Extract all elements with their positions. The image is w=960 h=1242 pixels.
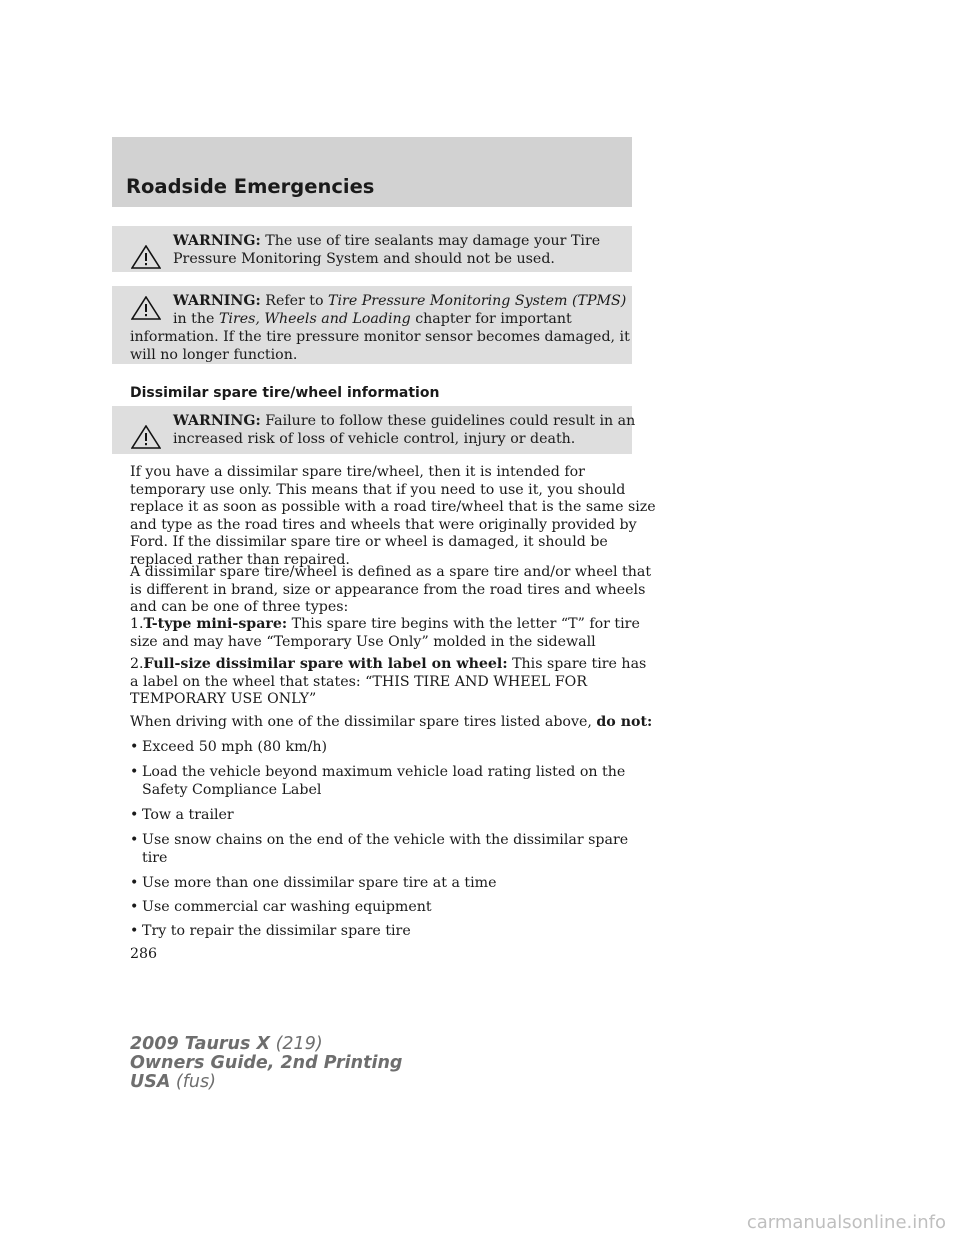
tpms-reference: Tire Pressure Monitoring System (TPMS) bbox=[328, 293, 627, 309]
type-label: Full-size dissimilar spare with label on wheel: bbox=[143, 656, 508, 672]
warning-box-sealants bbox=[112, 226, 632, 272]
warning-text: Pressure Monitoring System and should not be used. bbox=[173, 251, 555, 267]
subheading: Dissimilar spare tire/wheel information bbox=[130, 385, 440, 401]
warning-text: information. If the tire pressure monitor sensor becomes damaged, it bbox=[130, 329, 630, 345]
when-driving-text: When driving with one of the dissimilar spare tires listed above, do not: bbox=[130, 714, 653, 730]
paragraph-definition: A dissimilar spare tire/wheel is defined as a spare tire and/or wheel that is different in brand, size or appearance from the road tires and wheels and can be one of three types: bbox=[130, 564, 652, 616]
warning-triangle-icon bbox=[131, 296, 161, 320]
bullet-item: • Tow a trailer bbox=[130, 807, 234, 823]
type-label: T-type mini-spare: bbox=[143, 616, 288, 632]
bullet-item: • Use more than one dissimilar spare tire at a time bbox=[130, 875, 497, 891]
section-title: Roadside Emergencies bbox=[126, 175, 375, 198]
warning-text: will no longer function. bbox=[130, 347, 298, 363]
bullet-item: • Use snow chains on the end of the vehicle with the dissimilar spare tire bbox=[130, 832, 629, 866]
warning-triangle-icon bbox=[131, 245, 161, 269]
warning-text: The use of tire sealants may damage your Tire bbox=[265, 233, 601, 249]
page-number: 286 bbox=[130, 946, 158, 962]
warning-label: WARNING: bbox=[173, 233, 261, 249]
warning-text: increased risk of loss of vehicle control, injury or death. bbox=[173, 431, 576, 447]
warning-text: Failure to follow these guidelines could result in an bbox=[265, 413, 636, 429]
print-footer: 2009 Taurus X (219) Owners Guide, 2nd Printing USA (fus) bbox=[130, 1034, 403, 1092]
paragraph-intended-use: If you have a dissimilar spare tire/wheel, then it is intended for temporary use only. This means that if you need to use it, you should replace it as soon as possible with a road tire/wheel that is the same size and type as the road tires and wheels that were originally provided by Ford. If the dissimilar spare tire or wheel is damaged, it should be replaced rather than repaired. bbox=[130, 464, 656, 568]
bullet-item: • Load the vehicle beyond maximum vehicle load rating listed on the Safety Compliance Label bbox=[130, 764, 626, 798]
warning-label: WARNING: bbox=[173, 293, 261, 309]
warning-box-guidelines bbox=[112, 406, 636, 454]
warning-box-tpms: WARNING: Refer to Tire Pressure Monitoring System (TPMS) in the Tires, Wheels and Loading chapter for important information. If the tire pressure monitor sensor becomes damaged, it will no longer function. bbox=[112, 286, 632, 364]
chapter-reference: Tires, Wheels and Loading bbox=[218, 311, 411, 327]
do-not-label: do not: bbox=[596, 714, 653, 730]
type-full-size-dissimilar: 2.Full-size dissimilar spare with label on wheel: This spare tire has a label on the wheel that states: “THIS TIRE AND WHEEL FOR TEMPORARY USE ONLY” bbox=[130, 656, 647, 708]
watermark: carmanualsonline.info bbox=[746, 1212, 946, 1233]
bullet-item: • Try to repair the dissimilar spare tire bbox=[130, 923, 411, 939]
bullet-item: • Exceed 50 mph (80 km/h) bbox=[130, 739, 328, 755]
warning-triangle-icon bbox=[131, 425, 161, 449]
bullet-item: • Use commercial car washing equipment bbox=[130, 899, 432, 915]
type-t-mini-spare: 1.T-type mini-spare: This spare tire begins with the letter “T” for tire size and may have “Temporary Use Only” molded in the sidewall bbox=[130, 616, 640, 650]
section-header bbox=[112, 137, 632, 207]
warning-label: WARNING: bbox=[173, 413, 261, 429]
